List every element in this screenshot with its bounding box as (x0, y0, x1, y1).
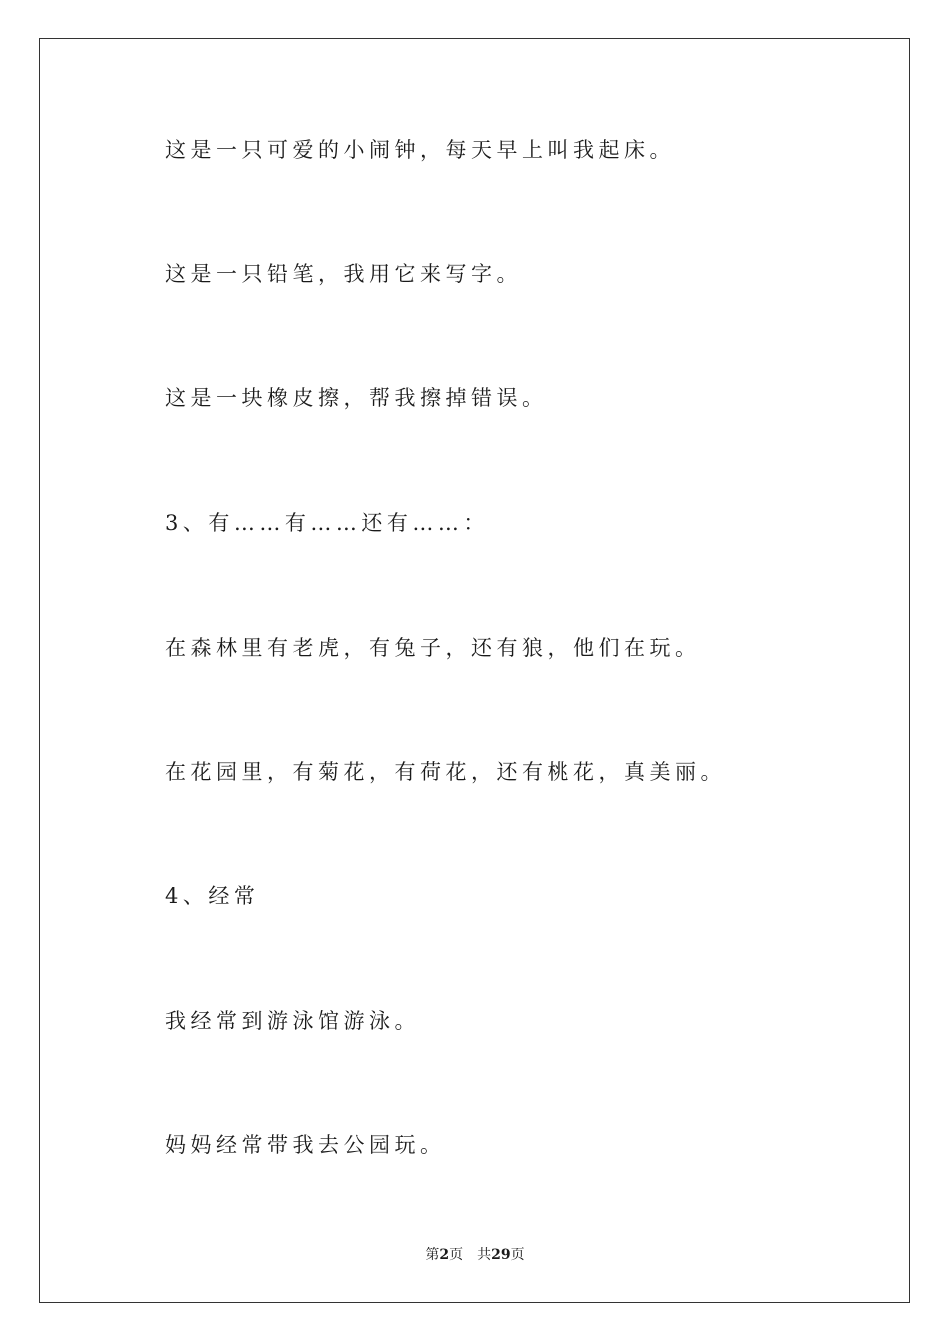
footer-total-suffix: 页 (510, 1247, 525, 1263)
text-line-pencil: 这是一只铅笔，我用它来写字。 (165, 262, 522, 286)
text-line-alarm-clock: 这是一只可爱的小闹钟，每天早上叫我起床。 (165, 138, 675, 162)
text-line-garden: 在花园里，有菊花，有荷花，还有桃花，真美丽。 (165, 760, 726, 784)
footer-total-prefix: 共 (477, 1247, 492, 1263)
page-footer (0, 1245, 950, 1265)
section-heading-4: 4、经常 (165, 884, 260, 908)
footer-total-pages: 29 (491, 1247, 511, 1263)
section-heading-3: 3、有……有……还有……： (165, 511, 489, 535)
footer-page-suffix: 页 (449, 1247, 464, 1263)
text-line-eraser: 这是一块橡皮擦，帮我擦掉错误。 (165, 386, 548, 410)
page-border (39, 38, 910, 1303)
footer-page-number: 2 (439, 1247, 450, 1263)
text-line-park: 妈妈经常带我去公园玩。 (165, 1133, 446, 1157)
footer-page-prefix: 第 (425, 1247, 440, 1263)
text-line-forest: 在森林里有老虎，有兔子，还有狼，他们在玩。 (165, 636, 701, 660)
text-line-swimming: 我经常到游泳馆游泳。 (165, 1009, 420, 1033)
